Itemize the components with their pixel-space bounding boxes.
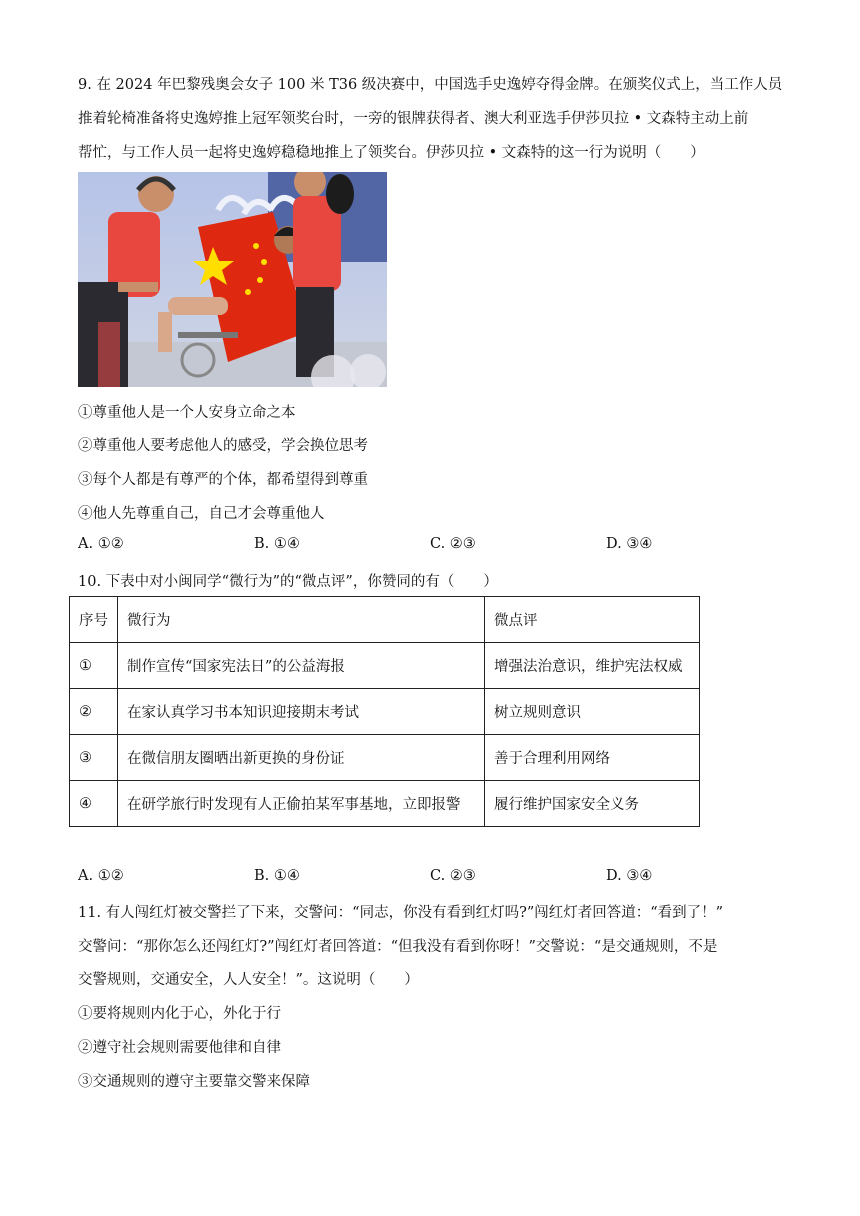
q9-option-d[interactable]: D. ③④ bbox=[606, 536, 653, 552]
q10-option-c[interactable]: C. ②③ bbox=[430, 868, 476, 884]
table-row bbox=[70, 781, 700, 827]
table-cell: 在微信朋友圈晒出新更换的身份证 bbox=[118, 735, 485, 781]
q11-statement-3: ③交通规则的遵守主要靠交警来保障 bbox=[78, 1074, 310, 1090]
table-cell: 树立规则意识 bbox=[485, 689, 700, 735]
q11-stem-line-3: 交警规则，交通安全，人人安全！”。这说明（ ） bbox=[78, 972, 419, 988]
table-row bbox=[70, 689, 700, 735]
q9-statement-2: ②尊重他人要考虑他人的感受，学会换位思考 bbox=[78, 438, 368, 454]
table-cell: ① bbox=[70, 643, 118, 689]
table-cell: ④ bbox=[70, 781, 118, 827]
photo-illustration bbox=[78, 172, 387, 387]
q9-option-c[interactable]: C. ②③ bbox=[430, 536, 476, 552]
table-cell: 在家认真学习书本知识迎接期末考试 bbox=[118, 689, 485, 735]
q11-statement-2: ②遵守社会规则需要他律和自律 bbox=[78, 1040, 281, 1056]
q10-stem: 10. 下表中对小闽同学“微行为”的“微点评”，你赞同的有（ ） bbox=[78, 574, 498, 590]
table-cell: ② bbox=[70, 689, 118, 735]
q9-stem-line-3: 帮忙，与工作人员一起将史逸婷稳稳地推上了领奖台。伊莎贝拉 • 文森特的这一行为说明（ ） bbox=[78, 145, 705, 161]
q9-stem-line-2: 推着轮椅准备将史逸婷推上冠军领奖台时，一旁的银牌获得者、澳大利亚选手伊莎贝拉 • 文森特主动上前 bbox=[78, 111, 749, 127]
q9-statement-1: ①尊重他人是一个人安身立命之本 bbox=[78, 405, 296, 421]
q10-option-a[interactable]: A. ①② bbox=[78, 868, 124, 884]
table-cell: 善于合理利用网络 bbox=[485, 735, 700, 781]
q9-stem-line-1: 9. 在 2024 年巴黎残奥会女子 100 米 T36 级决赛中，中国选手史逸婷夺得金牌。在颁奖仪式上，当工作人员 bbox=[78, 77, 783, 93]
q11-stem-line-2: 交警问：“那你怎么还闯红灯?”闯红灯者回答道：“但我没有看到你呀！”交警说：“是交通规则，不是 bbox=[78, 939, 718, 955]
table-header-cell: 序号 bbox=[70, 597, 118, 643]
table-header-cell: 微点评 bbox=[485, 597, 700, 643]
table-header-row bbox=[70, 597, 700, 643]
table-cell: ③ bbox=[70, 735, 118, 781]
table-cell: 增强法治意识，维护宪法权威 bbox=[485, 643, 700, 689]
table-cell: 制作宣传“国家宪法日”的公益海报 bbox=[118, 643, 485, 689]
q9-option-b[interactable]: B. ①④ bbox=[254, 536, 300, 552]
q11-statement-1: ①要将规则内化于心，外化于行 bbox=[78, 1006, 281, 1022]
q10-option-d[interactable]: D. ③④ bbox=[606, 868, 653, 884]
q9-options bbox=[78, 536, 698, 556]
q10-table bbox=[69, 596, 700, 827]
q11-stem-line-1: 11. 有人闯红灯被交警拦了下来，交警问：“同志，你没有看到红灯吗?”闯红灯者回答道：“看到了！” bbox=[78, 905, 724, 921]
award-ceremony-photo bbox=[78, 172, 387, 387]
q9-option-a[interactable]: A. ①② bbox=[78, 536, 124, 552]
q9-statement-3: ③每个人都是有尊严的个体，都希望得到尊重 bbox=[78, 472, 368, 488]
table-header-cell: 微行为 bbox=[118, 597, 485, 643]
table-row bbox=[70, 643, 700, 689]
table-cell: 在研学旅行时发现有人正偷拍某军事基地，立即报警 bbox=[118, 781, 485, 827]
table-row bbox=[70, 735, 700, 781]
q10-options bbox=[78, 868, 698, 888]
table-cell: 履行维护国家安全义务 bbox=[485, 781, 700, 827]
q9-statement-4: ④他人先尊重自己，自己才会尊重他人 bbox=[78, 506, 325, 522]
q10-option-b[interactable]: B. ①④ bbox=[254, 868, 300, 884]
